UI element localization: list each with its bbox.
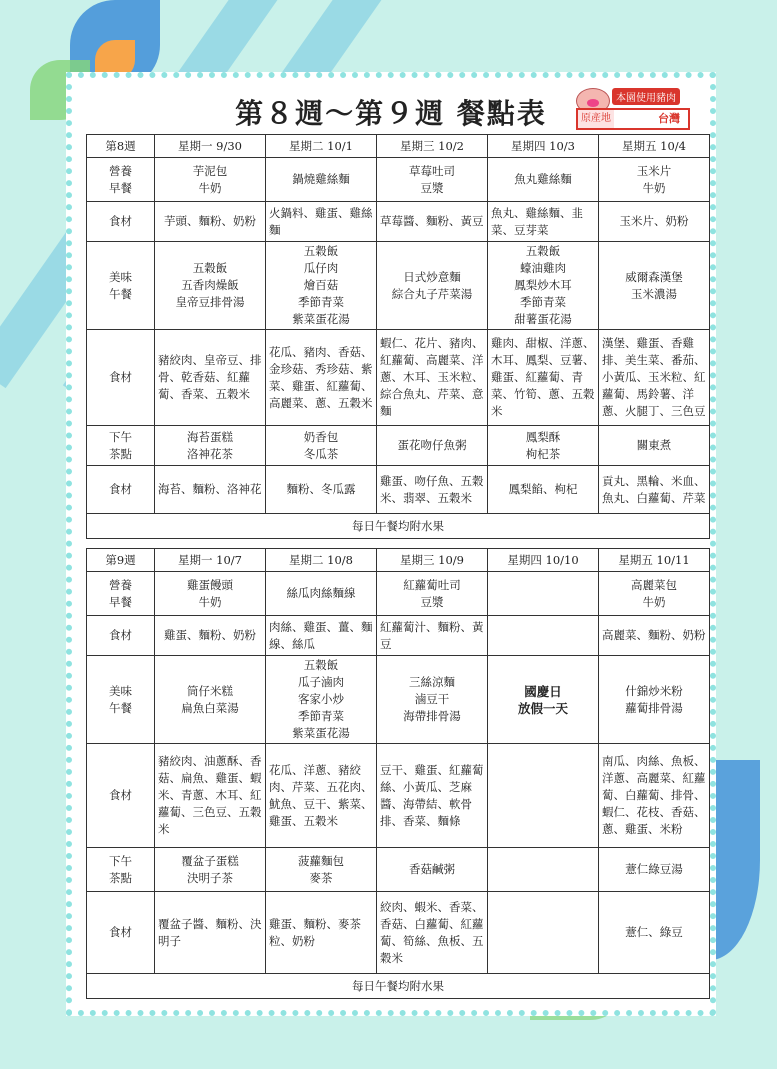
ingredient-cell: 魚丸、雞絲麵、韭菜、豆芽菜 bbox=[488, 202, 599, 242]
meal-cell: 玉米片 牛奶 bbox=[599, 158, 710, 202]
table-row bbox=[87, 330, 710, 426]
ingredient-cell: 雞肉、甜椒、洋蔥、木耳、鳳梨、豆薯、雞蛋、紅蘿蔔、青菜、竹筍、蔥、五穀米 bbox=[488, 330, 599, 426]
ingredient-cell: 絞肉、蝦米、香菜、香菇、白蘿蔔、紅蘿蔔、筍絲、魚板、五穀米 bbox=[377, 892, 488, 974]
day-header: 星期二 10/8 bbox=[266, 549, 377, 572]
meal-cell: 關東煮 bbox=[599, 426, 710, 466]
ingredient-cell: 覆盆子醬、麵粉、決明子 bbox=[155, 892, 266, 974]
day-header: 星期五 10/11 bbox=[599, 549, 710, 572]
header-row bbox=[87, 549, 710, 572]
ingredient-cell: 草莓醬、麵粉、黃豆 bbox=[377, 202, 488, 242]
day-header: 星期四 10/10 bbox=[488, 549, 599, 572]
meal-cell: 雞蛋饅頭 牛奶 bbox=[155, 572, 266, 616]
ingredient-cell: 芋頭、麵粉、奶粉 bbox=[155, 202, 266, 242]
day-header: 星期一 9/30 bbox=[155, 135, 266, 158]
ingredient-cell: 南瓜、肉絲、魚板、洋蔥、高麗菜、紅蘿蔔、白蘿蔔、排骨、蝦仁、花枝、香菇、蔥、雞蛋、米粉 bbox=[599, 744, 710, 848]
table-row bbox=[87, 616, 710, 656]
meal-cell: 國慶日 放假一天 bbox=[488, 656, 599, 744]
ingredient-cell: 蝦仁、花片、豬肉、紅蘿蔔、高麗菜、洋蔥、木耳、玉米粒、綜合魚丸、芹菜、意麵 bbox=[377, 330, 488, 426]
day-header: 星期三 10/2 bbox=[377, 135, 488, 158]
ingredient-cell: 雞蛋、吻仔魚、五穀米、翡翠、五穀米 bbox=[377, 466, 488, 514]
meal-cell: 高麗菜包 牛奶 bbox=[599, 572, 710, 616]
ingredient-cell: 紅蘿蔔汁、麵粉、黃豆 bbox=[377, 616, 488, 656]
row-label: 食材 bbox=[87, 892, 155, 974]
ingredient-cell: 火鍋料、雞蛋、雞絲麵 bbox=[266, 202, 377, 242]
row-label: 下午 茶點 bbox=[87, 848, 155, 892]
meal-cell: 魚丸雞絲麵 bbox=[488, 158, 599, 202]
meal-cell bbox=[488, 848, 599, 892]
row-label: 下午 茶點 bbox=[87, 426, 155, 466]
row-label: 食材 bbox=[87, 330, 155, 426]
badge-origin-box bbox=[576, 108, 690, 130]
meal-cell: 菠蘿麵包 麥茶 bbox=[266, 848, 377, 892]
table-row bbox=[87, 466, 710, 514]
page-title: 第８週～第９週 餐點表 bbox=[235, 97, 547, 130]
table-row bbox=[87, 572, 710, 616]
ingredient-cell: 玉米片、奶粉 bbox=[599, 202, 710, 242]
meal-cell: 香菇鹹粥 bbox=[377, 848, 488, 892]
row-label: 美味 午餐 bbox=[87, 242, 155, 330]
ingredient-cell: 雞蛋、麵粉、奶粉 bbox=[155, 616, 266, 656]
meal-cell: 紅蘿蔔吐司 豆漿 bbox=[377, 572, 488, 616]
row-label: 食材 bbox=[87, 744, 155, 848]
menu-sheet bbox=[66, 72, 716, 1016]
ingredient-cell: 漢堡、雞蛋、香雞排、美生菜、番茄、小黃瓜、玉米粒、紅蘿蔔、馬鈴薯、洋蔥、火腿丁、三色豆 bbox=[599, 330, 710, 426]
meal-cell: 筒仔米糕 扁魚白菜湯 bbox=[155, 656, 266, 744]
fruit-note: 每日午餐均附水果 bbox=[87, 514, 710, 539]
ingredient-cell bbox=[488, 744, 599, 848]
day-header: 星期三 10/9 bbox=[377, 549, 488, 572]
badge-country: 台灣 bbox=[658, 112, 680, 125]
table-row bbox=[87, 202, 710, 242]
meal-cell: 日式炒意麵 綜合丸子芹菜湯 bbox=[377, 242, 488, 330]
table-row bbox=[87, 158, 710, 202]
ingredient-cell: 貢丸、黑輪、米血、魚丸、白蘿蔔、芹菜 bbox=[599, 466, 710, 514]
badge-top-text: 本園使用豬肉 bbox=[612, 88, 680, 105]
meal-cell: 五穀飯 瓜子滷肉 客家小炒 季節青菜 紫菜蛋花湯 bbox=[266, 656, 377, 744]
pork-origin-badge bbox=[576, 86, 694, 132]
meal-cell: 鳳梨酥 枸杞茶 bbox=[488, 426, 599, 466]
ingredient-cell: 肉絲、雞蛋、薑、麵線、絲瓜 bbox=[266, 616, 377, 656]
meal-cell: 絲瓜肉絲麵線 bbox=[266, 572, 377, 616]
day-header: 星期二 10/1 bbox=[266, 135, 377, 158]
table-row bbox=[87, 892, 710, 974]
ingredient-cell: 薏仁、綠豆 bbox=[599, 892, 710, 974]
ingredient-cell bbox=[488, 892, 599, 974]
badge-origin-label: 原產地 bbox=[578, 110, 614, 128]
ingredient-cell: 花瓜、豬肉、香菇、金珍菇、秀珍菇、紫菜、雞蛋、紅蘿蔔、高麗菜、蔥、五穀米 bbox=[266, 330, 377, 426]
ingredient-cell: 豬絞肉、油蔥酥、香菇、扁魚、雞蛋、蝦米、青蔥、木耳、紅蘿蔔、三色豆、五穀米 bbox=[155, 744, 266, 848]
header-row bbox=[87, 135, 710, 158]
table-row bbox=[87, 744, 710, 848]
meal-cell: 蛋花吻仔魚粥 bbox=[377, 426, 488, 466]
meal-cell: 威爾森漢堡 玉米濃湯 bbox=[599, 242, 710, 330]
ingredient-cell: 豆干、雞蛋、紅蘿蔔絲、小黃瓜、芝麻醬、海帶結、軟骨排、香菜、麵條 bbox=[377, 744, 488, 848]
table-row bbox=[87, 426, 710, 466]
week-label: 第9週 bbox=[87, 549, 155, 572]
row-label: 營養 早餐 bbox=[87, 158, 155, 202]
meal-cell: 覆盆子蛋糕 決明子茶 bbox=[155, 848, 266, 892]
ingredient-cell: 鳳梨餡、枸杞 bbox=[488, 466, 599, 514]
meal-cell: 五穀飯 蠔油雞肉 鳳梨炒木耳 季節青菜 甜薯蛋花湯 bbox=[488, 242, 599, 330]
meal-cell bbox=[488, 572, 599, 616]
day-header: 星期五 10/4 bbox=[599, 135, 710, 158]
fruit-note: 每日午餐均附水果 bbox=[87, 974, 710, 999]
row-label: 美味 午餐 bbox=[87, 656, 155, 744]
ingredient-cell: 花瓜、洋蔥、豬絞肉、芹菜、五花肉、魷魚、豆干、紫菜、雞蛋、五穀米 bbox=[266, 744, 377, 848]
note-row bbox=[87, 514, 710, 539]
ingredient-cell: 麵粉、冬瓜露 bbox=[266, 466, 377, 514]
ingredient-cell bbox=[488, 616, 599, 656]
ingredient-cell: 豬絞肉、皇帝豆、排骨、乾香菇、紅蘿蔔、香菜、五穀米 bbox=[155, 330, 266, 426]
ingredient-cell: 高麗菜、麵粉、奶粉 bbox=[599, 616, 710, 656]
day-header: 星期一 10/7 bbox=[155, 549, 266, 572]
week-label: 第8週 bbox=[87, 135, 155, 158]
meal-cell: 草莓吐司 豆漿 bbox=[377, 158, 488, 202]
meal-cell: 五穀飯 瓜仔肉 燴百菇 季節青菜 紫菜蛋花湯 bbox=[266, 242, 377, 330]
meal-cell: 薏仁綠豆湯 bbox=[599, 848, 710, 892]
meal-cell: 什錦炒米粉 蘿蔔排骨湯 bbox=[599, 656, 710, 744]
ingredient-cell: 海苔、麵粉、洛神花 bbox=[155, 466, 266, 514]
week9-menu-table bbox=[86, 548, 710, 999]
meal-cell: 五穀飯 五香肉燥飯 皇帝豆排骨湯 bbox=[155, 242, 266, 330]
table-row bbox=[87, 242, 710, 330]
ingredient-cell: 雞蛋、麵粉、麥茶粒、奶粉 bbox=[266, 892, 377, 974]
row-label: 食材 bbox=[87, 202, 155, 242]
table-row bbox=[87, 656, 710, 744]
note-row bbox=[87, 974, 710, 999]
meal-cell: 三絲涼麵 滷豆干 海帶排骨湯 bbox=[377, 656, 488, 744]
meal-cell: 鍋燒雞絲麵 bbox=[266, 158, 377, 202]
week8-menu-table bbox=[86, 134, 710, 539]
day-header: 星期四 10/3 bbox=[488, 135, 599, 158]
meal-cell: 芋泥包 牛奶 bbox=[155, 158, 266, 202]
meal-cell: 海苔蛋糕 洛神花茶 bbox=[155, 426, 266, 466]
table-row bbox=[87, 848, 710, 892]
row-label: 食材 bbox=[87, 616, 155, 656]
row-label: 食材 bbox=[87, 466, 155, 514]
meal-cell: 奶香包 冬瓜茶 bbox=[266, 426, 377, 466]
row-label: 營養 早餐 bbox=[87, 572, 155, 616]
